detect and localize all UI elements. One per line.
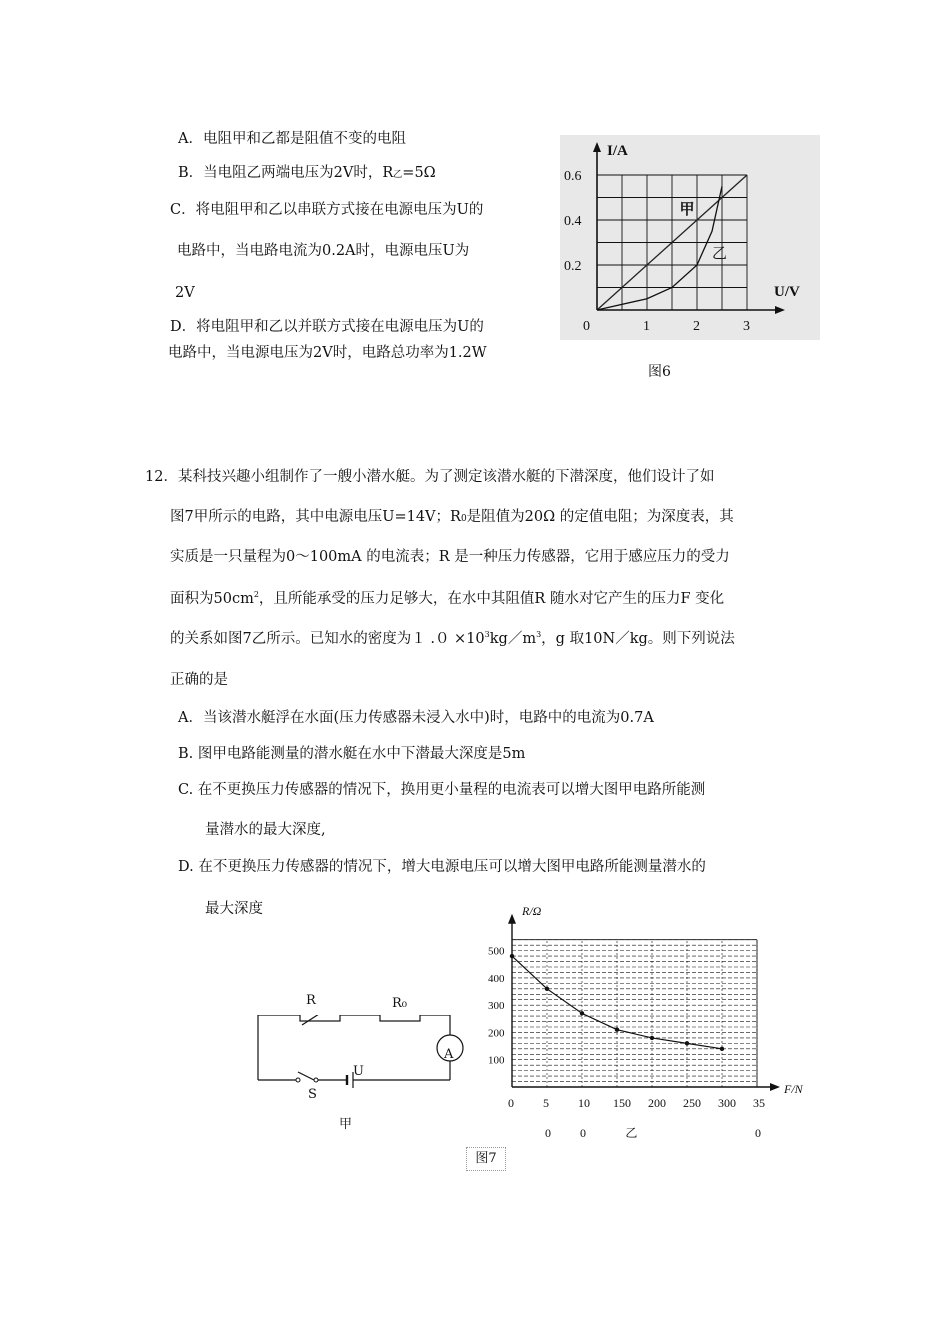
circuit-label-s: S xyxy=(308,1087,317,1102)
q12-option-d-line1: D. 在不更换压力传感器的情况下，增大电源电压可以增大图甲电路所能测量潜水的 xyxy=(178,859,706,875)
fig7-x-tick: 10 xyxy=(578,1096,590,1110)
fig6-series-label-yi: 乙 xyxy=(712,245,728,262)
q12-line5 xyxy=(170,629,735,649)
fig7-point xyxy=(720,1047,724,1051)
q12-line6: 正确的是 xyxy=(170,672,228,688)
fig7-y-tick: 100 xyxy=(488,1054,505,1067)
q12-line1: 12．某科技兴趣小组制作了一艘小潜水艇。为了测定该潜水艇的下潜深度，他们设计了如 xyxy=(145,469,715,485)
fig7-point xyxy=(580,1011,584,1015)
fig6-y-label: I/A xyxy=(607,143,628,159)
fig7-x-tick: 200 xyxy=(648,1096,666,1110)
q11-option-c-line1: C．将电阻甲和乙以串联方式接在电源电压为U的 xyxy=(170,202,484,218)
q11-option-c-line3: 2V xyxy=(175,285,195,301)
fig6-x-tick: 3 xyxy=(743,319,750,334)
q12-line4-post: ，且所能承受的压力足够大，在水中其阻值R 随水对它产生的压力F 变化 xyxy=(258,591,725,607)
q12-line4 xyxy=(170,589,724,609)
circuit-label-a: A xyxy=(444,1047,454,1062)
q12-line5-pre: 的关系如图7乙所示。已知水的密度为１ .０ ×10 xyxy=(170,631,485,647)
q12-option-b: B. 图甲电路能测量的潜水艇在水中下潜最大深度是5m xyxy=(178,746,526,762)
fig6-y-tick: 0.4 xyxy=(564,214,582,229)
q12-line2 xyxy=(170,507,734,529)
switch-blade xyxy=(298,1072,314,1080)
sensor-resistor-r xyxy=(300,1015,340,1021)
q12-line2-pre: 图7甲所示的电路，其中电源电压U=14V；R xyxy=(170,509,461,525)
fig6-y-tick: 0.2 xyxy=(564,259,582,274)
fig6-x-tick: 0 xyxy=(583,319,590,334)
q12-line2-sub: 0 xyxy=(460,514,467,524)
fig7-y-tick: 400 xyxy=(488,972,505,985)
fig6-caption: 图6 xyxy=(648,364,671,380)
q12-line5-post: ，g 取10N／kg。则下列说法 xyxy=(541,631,735,647)
q11-option-b-post: =5Ω xyxy=(402,165,436,181)
fig7-point xyxy=(510,954,514,958)
q11-option-b xyxy=(178,163,436,185)
q12-option-c-line2: 量潜水的最大深度, xyxy=(205,822,326,838)
q11-option-b-sub: 乙 xyxy=(393,170,403,180)
q11-option-c-line2: 电路中，当电路电流为0.2A时，电源电压U为 xyxy=(177,243,470,259)
q11-option-d-line2: 电路中，当电源电压为2V时，电路总功率为1.2W xyxy=(168,345,487,361)
fig6-x-label: U/V xyxy=(774,284,800,300)
fig7-y-tick: 200 xyxy=(488,1027,505,1040)
fig7-x-tick: 35 xyxy=(753,1096,765,1110)
fig6-x-tick: 1 xyxy=(643,319,650,334)
fig7-y-label: R/Ω xyxy=(522,904,542,918)
fig7-x-arrow xyxy=(770,1083,780,1091)
fig7-x-tick: 150 xyxy=(613,1096,631,1110)
fig7-x-tick-row2: 0 xyxy=(580,1126,586,1140)
fig7-point xyxy=(545,987,549,991)
fig7-x-tick: 0 xyxy=(508,1096,514,1110)
fig6-series-label-jia: 甲 xyxy=(679,201,695,218)
fig7-caption-yi: 乙 xyxy=(625,1126,638,1140)
fig7-y-tick: 500 xyxy=(488,945,505,958)
fig7-x-label: F/N xyxy=(784,1082,803,1096)
q11-option-b-pre: B．当电阻乙两端电压为2V时，R xyxy=(178,165,394,181)
q12-line4-sup: 2 xyxy=(253,590,259,600)
q12-option-a: A．当该潜水艇浮在水面(压力传感器未浸入水中)时，电路中的电流为0.7A xyxy=(178,710,654,726)
fig6-y-tick: 0.6 xyxy=(564,169,582,184)
q11-option-a: A．电阻甲和乙都是阻值不变的电阻 xyxy=(178,131,406,147)
fig7-caption: 图7 xyxy=(466,1147,506,1171)
circuit-label-r: R xyxy=(306,993,316,1008)
fig6-x-tick: 2 xyxy=(693,319,700,334)
q12-line5-sup: 3 xyxy=(484,630,490,640)
fig7-x-tick: 250 xyxy=(683,1096,701,1110)
fig7-point xyxy=(615,1028,619,1032)
circuit-caption: 甲 xyxy=(339,1117,353,1132)
fig7-y-arrow xyxy=(508,914,516,924)
switch-contact-right xyxy=(314,1078,318,1082)
fig6-chart xyxy=(560,135,820,340)
q12-line3: 实质是一只量程为0～100mA 的电流表；R 是一种压力传感器，它用于感应压力的受力 xyxy=(170,549,730,565)
circuit-label-u: U xyxy=(353,1064,364,1079)
circuit-label-r0: R₀ xyxy=(392,996,407,1011)
fig7-point xyxy=(650,1036,654,1040)
q12-line4-pre: 面积为50cm xyxy=(170,591,254,607)
fig7-chart xyxy=(480,895,820,1160)
q11-option-d-line1: D．将电阻甲和乙以并联方式接在电源电压为U的 xyxy=(170,319,484,335)
q12-line5-mid: kg／m xyxy=(489,631,537,647)
fig7-y-tick: 300 xyxy=(488,1000,505,1013)
fig7-x-tick-row2: 0 xyxy=(755,1126,761,1140)
fig7-x-tick-row2: 0 xyxy=(545,1126,551,1140)
fig7-x-tick: 300 xyxy=(718,1096,736,1110)
fixed-resistor-r0 xyxy=(380,1015,420,1021)
fig7-point xyxy=(685,1041,689,1045)
q12-option-d-line2: 最大深度 xyxy=(205,901,263,917)
switch-contact-left xyxy=(296,1078,300,1082)
q12-line2-post: 是阻值为20Ω 的定值电阻；为深度表，其 xyxy=(466,509,734,525)
q12-option-c-line1: C. 在不更换压力传感器的情况下，换用更小量程的电流表可以增大图甲电路所能测 xyxy=(178,782,706,798)
fig7-x-tick: 5 xyxy=(543,1096,549,1110)
q12-line5-sup2: 3 xyxy=(536,630,542,640)
